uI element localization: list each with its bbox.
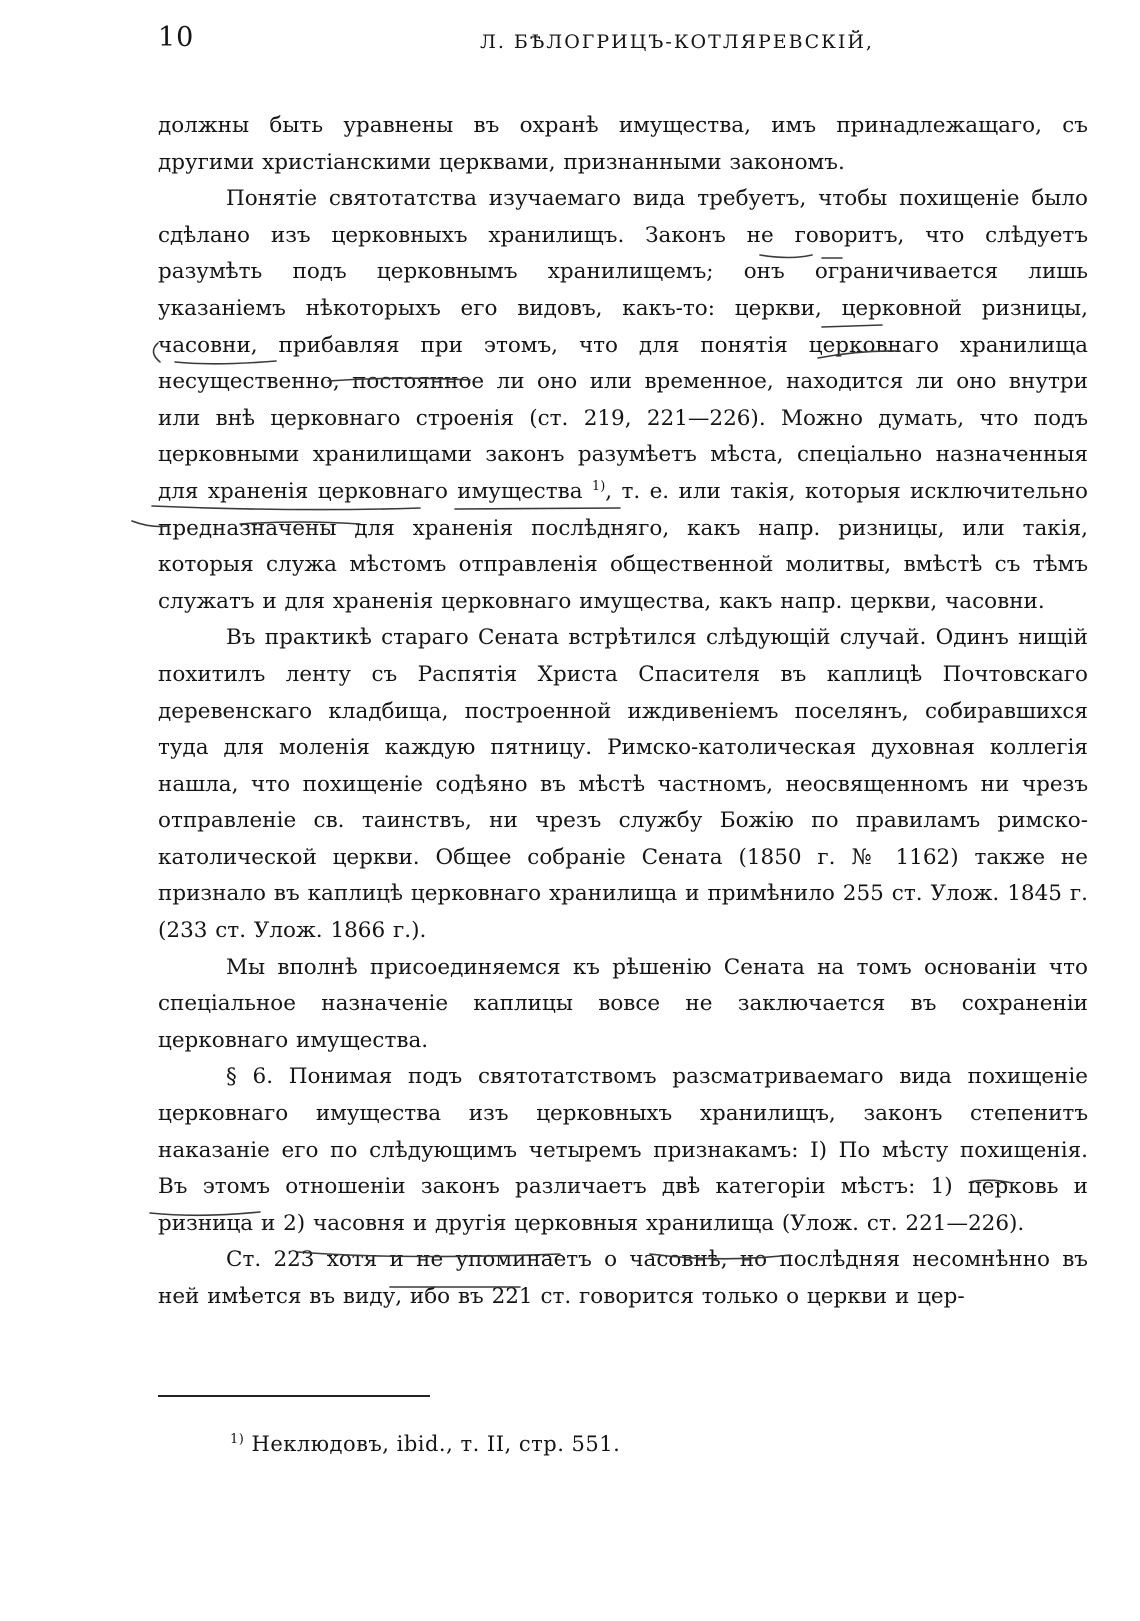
paragraph-2 xyxy=(158,181,1088,620)
paragraph-1: должны быть уравнены въ охранѣ имущества, имъ принадлежащаго, съ другими христіанскими церквами, признанными закономъ. xyxy=(158,113,1088,175)
footnote-reference[interactable]: 1) xyxy=(591,478,606,494)
paragraph-4: Мы вполнѣ присоединяемся къ рѣшенію Сената на томъ основаніи что спеціальное назначеніе каплицы вовсе не заключается въ сохраненіи церковнаго имущества. xyxy=(158,954,1088,1053)
page-number: 10 xyxy=(158,22,195,53)
footnote-text: Неклюдовъ, ibid., т. II, стр. 551. xyxy=(244,1432,621,1456)
footnote-mark: 1) xyxy=(230,1432,245,1447)
paragraph-5: § 6. Понимая подъ святотатствомъ разсматриваемаго вида похищеніе церковнаго имущества изъ церковныхъ хранилищъ, законъ степенитъ наказаніе его по слѣдующимъ четыремъ признакамъ: I) По мѣсту похищенія. Въ этомъ отношеніи законъ различаетъ двѣ категоріи мѣстъ: 1) церковь и ризница и 2) часовня и другія церковныя хранилища (Улож. ст. 221—226). xyxy=(158,1064,1088,1236)
footnote-divider xyxy=(158,1395,430,1397)
body-text xyxy=(158,108,1088,1316)
paragraph-6: Ст. 223 хотя и не упоминаетъ о часовнѣ, но послѣдняя несомнѣнно въ ней имѣется въ виду, ибо въ 221 ст. говорится только о церкви и цер- xyxy=(158,1247,1088,1309)
paragraph-3: Въ практикѣ стараго Сената встрѣтился слѣдующій случай. Одинъ нищій похитилъ ленту съ Распятія Христа Спасителя въ каплицѣ Почтовскаго деревенскаго кладбища, построенной иждивеніемъ поселянъ, собиравшихся туда для моленія каждую пятницу. Римско-католическая духовная коллегія нашла, что похищеніе содѣяно въ мѣстѣ частномъ, неосвященномъ ни чрезъ отправленіе св. таинствъ, ни чрезъ службу Божію по правиламъ римско-католической церкви. Общее собраніе Сената (1850 г. № 1162) также не признало въ каплицѣ церковнаго хранилища и примѣнило 255 ст. Улож. 1845 г. (233 ст. Улож. 1866 г.). xyxy=(158,625,1088,944)
footnote xyxy=(230,1432,620,1456)
paragraph-2-text: Понятіе святотатства изучаемаго вида требуетъ, чтобы похищеніе было сдѣлано изъ церковныхъ хранилищъ. Законъ не говоритъ, что слѣдуетъ разумѣть подъ церковнымъ хранилищемъ; онъ ограничивается лишь указаніемъ нѣкоторыхъ его видовъ, какъ-то: церкви, церковной ризницы, часовни, прибавляя при этомъ, что для понятія церковнаго хранилища несущественно, постоянное ли оно или временное, находится ли оно внутри или внѣ церковнаго строенія (ст. 219, 221—226). Можно думать, что подъ церковными хранилищами законъ разумѣетъ мѣста, спеціально назначенныя для храненія церковнаго имущества xyxy=(158,186,1088,504)
paragraph-2-tail: , т. е. или такія, которыя исключительно предназначены для храненія послѣдняго, какъ напр. ризницы, или такія, которыя служа мѣстомъ отправленія общественной молитвы, вмѣстѣ съ тѣмъ служатъ и для храненія церковнаго имущества, какъ напр. церкви, часовни. xyxy=(158,478,1089,614)
running-title: Л. БѢЛОГРИЦЪ-КОТЛЯРЕВСКІЙ, xyxy=(480,31,874,53)
